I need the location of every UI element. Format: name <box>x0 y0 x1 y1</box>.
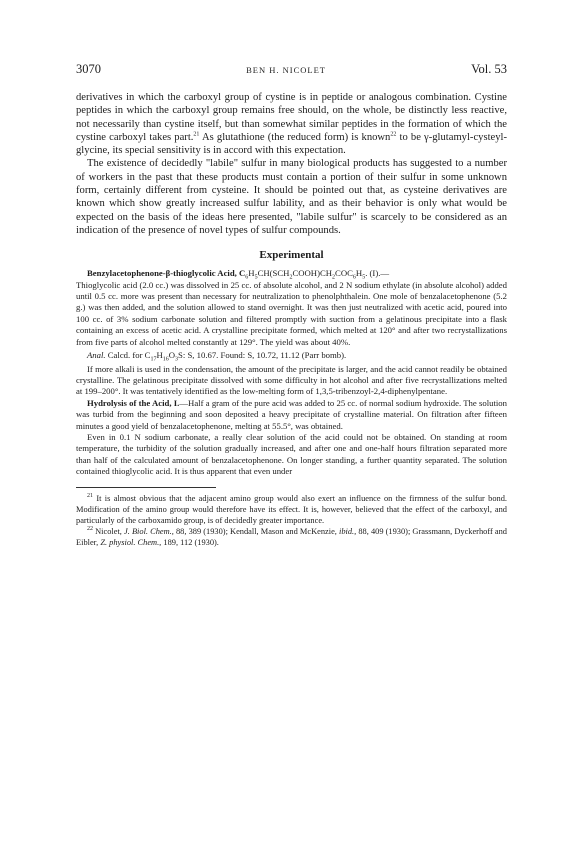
journal-name: Z. physiol. Chem., <box>100 537 162 547</box>
formula-part: H <box>355 268 363 279</box>
experimental-paragraph-4: Even in 0.1 N sodium carbonate, a really clear solution of the acid could not be obtained. On standing at room temperature, the turbidity of the solution gradually increased, and after one and one-half hours filtration separated more than half of the calculated amount of benzalacetophenone. On longer standing, a further quantity separated. The solution contained thioglycolic acid. It is thus apparent that even under <box>76 431 507 477</box>
formula-sub: 6 <box>245 275 249 281</box>
formula-sub: 16 <box>162 356 169 363</box>
running-author: BEN H. NICOLET <box>246 65 326 75</box>
formula-sub: 5 <box>254 275 258 281</box>
footnote-text: 88, 409 (1930); Grassmann, Dyckerhoff and Eibler, <box>76 526 507 547</box>
hydrolysis-text: —Half a gram of the pure acid was added to 25 cc. of normal sodium hydroxide. The solution was turbid from the beginning and soon deposited a heavy precipitate of crystalline material. On filtration after fifteen minutes a good yield of benzalacetophenone, melting at 55.5°, was obtained. <box>76 397 507 431</box>
journal-name: ibid., <box>339 526 357 536</box>
experimental-paragraph-1: Thioglycolic acid (2.0 cc.) was dissolved in 25 cc. of absolute alcohol, and 2 N sodium ethylate (in absolute alcohol) added until 0.5 cc. more was present than necessary for neutralization to phenolphthalein. One mole of benzalacetophenone (5.2 g.) was then added, and the solution allowed to stand overnight. It was then just neutralized with acetic acid, poured into 100 cc. of 3% sodium carbonate solution and filtered promptly with suction from a gelatinous precipitate into a flask containing an excess of acetic acid. A crystalline precipitate formed, which melted at 120° and after two recrystallizations from five parts of alcohol melted constantly at 129°. The yield was about 40%. <box>76 279 507 347</box>
footnote-text: 189, 112 (1930). <box>161 537 219 547</box>
footnote-ref-22: 22 <box>390 131 397 138</box>
formula-part: CH(SCH <box>257 268 290 279</box>
formula-part: COOH)CH <box>292 268 333 279</box>
analysis-text: O <box>168 350 176 361</box>
section-heading-experimental: Experimental <box>259 249 324 262</box>
footnote-number: 21 <box>87 492 93 499</box>
footnote-ref-21: 21 <box>193 131 200 138</box>
footnote-text: It is almost obvious that the adjacent amino group would also exert an influence on the firmness of the sulfur bond. Modification of the amino group would therefore have its effect. It is, however, believed that the effect of the carboxyl, and particularly of the carboxamido group, is of decidedly greater importance. <box>76 493 507 525</box>
formula-sub: 2 <box>289 275 293 281</box>
footnote-text: Nicolet, <box>93 526 124 536</box>
intro-text: As glutathione (the reduced form) is known <box>199 131 391 143</box>
journal-name: J. Biol. Chem., <box>124 526 174 536</box>
footnote-number: 22 <box>87 525 93 532</box>
volume-number: Vol. 53 <box>471 62 507 76</box>
intro-text: to be γ-glutamyl-cysteyl-glycine, its special sensitivity is in accord with this expectation. <box>76 131 507 157</box>
formula-part: COC <box>335 268 353 279</box>
analysis-text: H <box>156 350 163 361</box>
formula-sub: 3 <box>175 356 179 363</box>
analysis-label: Anal. <box>87 350 106 361</box>
hydrolysis-paragraph <box>76 398 507 432</box>
intro-text: derivatives in which the carboxyl group of cystine is in peptide or analogous combination. Cystine peptides in which the carboxyl group remains free should, on the whole, be distinctly less reactive, not necessarily than cystine itself, but than somewhat similar peptides in the formation of which the cystine carboxyl takes part. <box>76 92 507 143</box>
footnote-divider <box>76 487 216 488</box>
compound-heading-line <box>76 268 507 279</box>
formula-sub: 5 <box>362 275 366 281</box>
compound-name: Benzylacetophenone-β-thioglycolic Acid, C <box>87 268 246 279</box>
footnote-21 <box>76 493 507 526</box>
analysis-line <box>76 350 507 361</box>
analysis-text: Calcd. for C <box>105 350 151 361</box>
formula-part: H <box>248 268 255 279</box>
intro-paragraph-1 <box>76 91 507 157</box>
footnote-text: 88, 389 (1930); Kendall, Mason and McKenzie, <box>173 526 340 536</box>
intro-paragraph-2: The existence of decidedly "labile" sulfur in many biological products has suggested to a number of workers in the past that these products must contain a portion of their sulfur in some unknown form, certainly different from cysteine. It should be pointed out that, as cysteine derivatives are known which show greatly increased sulfur lability, and as their behavior is only what would be expected on the basis of the ideas here presented, "labile sulfur" is scarcely to be considered as an indication of the presence of novel types of sulfur compounds. <box>76 158 507 236</box>
running-header <box>76 62 507 77</box>
footnote-22 <box>76 526 507 548</box>
formula-part: . (I).— <box>365 268 390 279</box>
formula-sub: 17 <box>150 356 157 363</box>
page-number: 3070 <box>76 62 101 76</box>
hydrolysis-heading: Hydrolysis of the Acid, I. <box>87 397 180 408</box>
analysis-text: S: S, 10.67. Found: S, 10.72, 11.12 (Parr bomb). <box>178 350 347 361</box>
experimental-paragraph-2: If more alkali is used in the condensation, the amount of the precipitate is larger, and the acid cannot readily be obtained crystalline. The gelatinous precipitate dissolved with some difficulty in hot alcohol and after five recrystallizations melted at 199–200°. It was tentatively identified as the low-melting form of 1,3,5-tribenzoyl-2,4-diphenylpentane. <box>76 363 507 397</box>
formula-sub: 2 <box>332 275 336 281</box>
formula-sub: 6 <box>352 275 356 281</box>
